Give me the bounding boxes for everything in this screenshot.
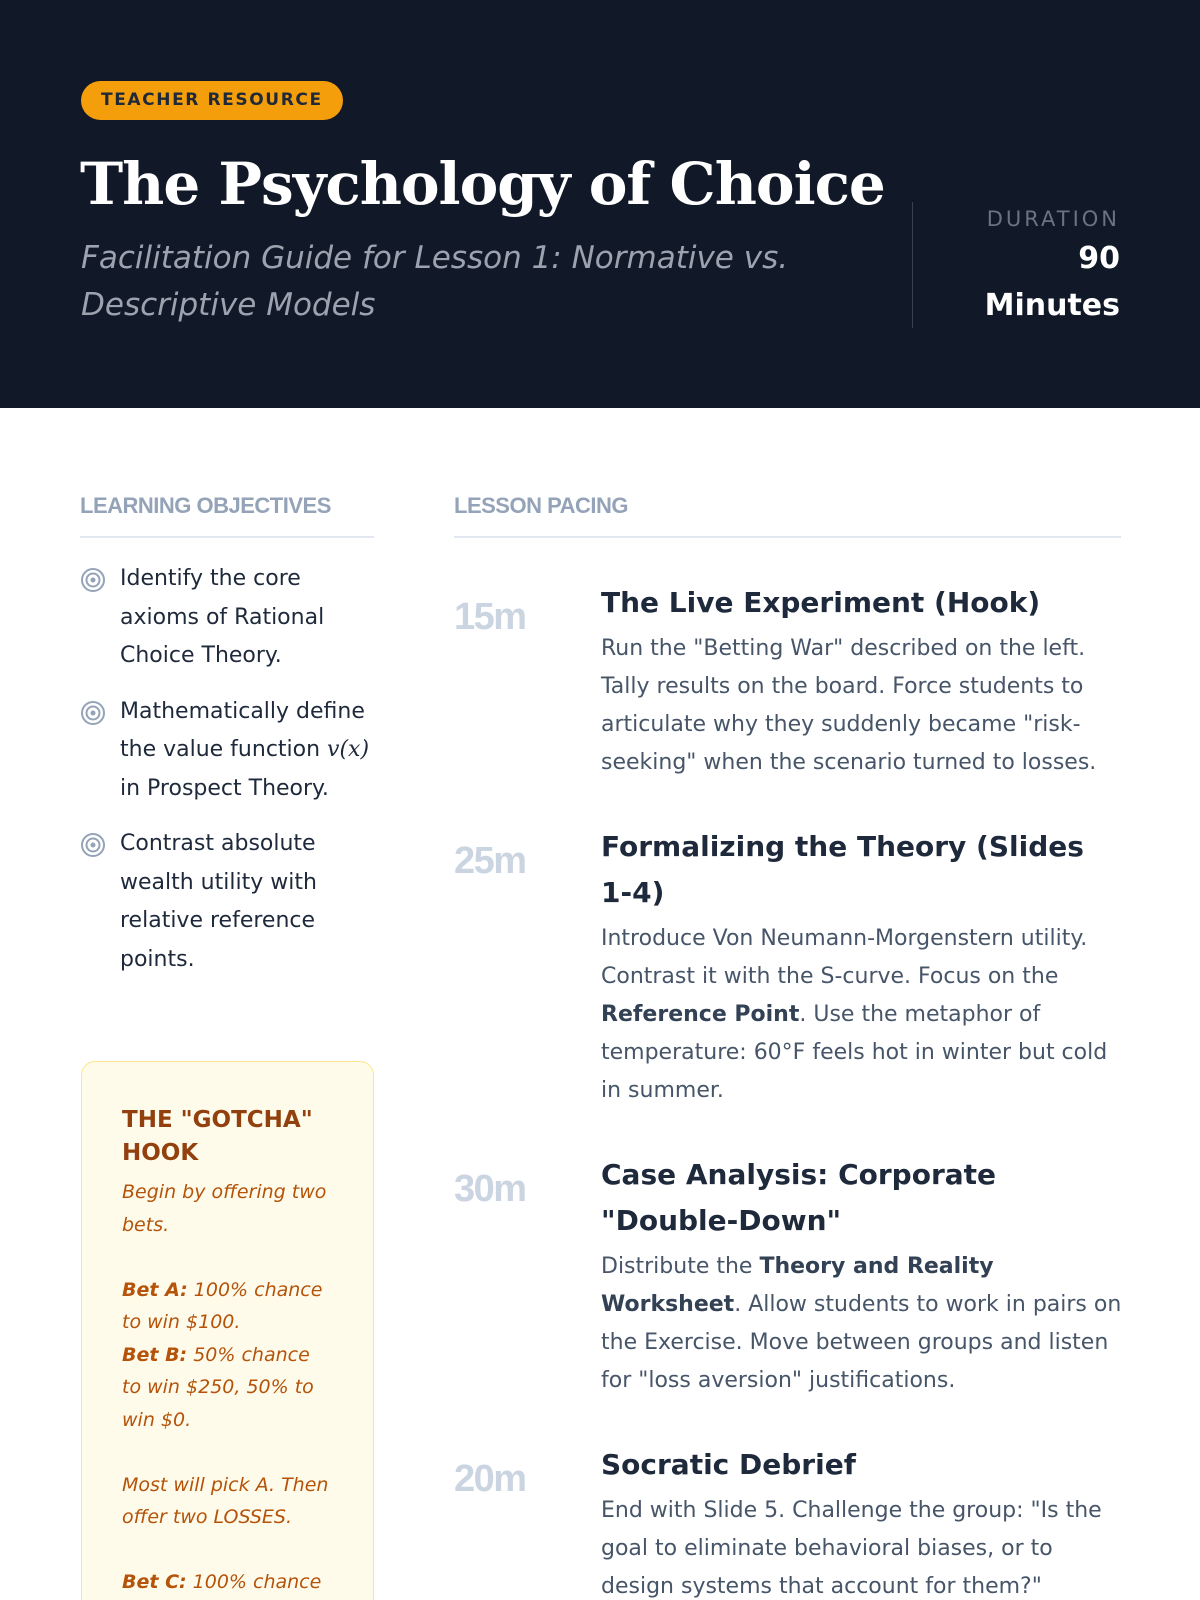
pacing-timeline <box>454 580 1124 1600</box>
pacing-item <box>454 1442 1124 1600</box>
bet-c-label: Bet C: <box>122 1571 187 1593</box>
page-title: The Psychology of Choice <box>80 150 885 218</box>
header-divider <box>912 202 913 328</box>
pacing-duration: 15m <box>454 596 526 638</box>
objective-text: Contrast absolute wealth utility with relative reference points. <box>120 831 317 972</box>
pacing-item <box>454 1152 1124 1400</box>
objective-text: Mathematically define the value function <box>120 698 365 762</box>
objectives-list <box>80 560 374 996</box>
pacing-description <box>601 920 1124 1110</box>
pacing-duration: 30m <box>454 1168 526 1210</box>
hook-followup: Most will pick A. Then offer two LOSSES. <box>122 1473 329 1528</box>
objective-item <box>80 693 374 809</box>
desc-emphasis: Reference Point <box>601 1002 800 1027</box>
duration-value: 90 Minutes <box>984 241 1120 323</box>
bet-b-label: Bet B: <box>122 1343 188 1366</box>
target-icon <box>80 700 106 726</box>
desc-emphasis: Theory and Reality Worksheet <box>601 1254 994 1317</box>
teacher-resource-badge: TEACHER RESOURCE <box>81 81 343 120</box>
pacing-description: End with Slide 5. Challenge the group: "Is the goal to eliminate behavioral biases, or to design systems that account for them?" <box>601 1498 1102 1599</box>
bet-a-text: 100% chance to win $100. <box>122 1278 323 1333</box>
hook-title: THE "GOTCHA" HOOK <box>122 1107 313 1166</box>
objective-text: Identify the core axioms of Rational Choice Theory. <box>120 566 325 668</box>
desc-text: Introduce Von Neumann-Morgenstern utility. Contrast it with the S-curve. Focus on the <box>601 926 1088 989</box>
pacing-title: Case Analysis: Corporate "Double-Down" <box>601 1158 997 1237</box>
hook-intro: Begin by offering two bets. <box>122 1181 327 1236</box>
desc-text: . Allow students to work in pairs on the Exercise. Move between groups and listen for "loss aversion" justifications. <box>601 1292 1122 1393</box>
pacing-item <box>454 824 1124 1110</box>
bet-a-label: Bet A: <box>122 1278 188 1301</box>
bet-a <box>122 1274 333 1339</box>
objective-text: in Prospect Theory. <box>120 775 329 801</box>
pacing-duration: 25m <box>454 840 526 882</box>
math-expression: v(x) <box>327 737 370 762</box>
pacing-description: Run the "Betting War" described on the left. Tally results on the board. Force students to articulate why they suddenly became "risk-seeking" when the scenario turned to losses. <box>601 636 1097 775</box>
pacing-title: Socratic Debrief <box>601 1448 856 1481</box>
learning-objectives-heading: LEARNING OBJECTIVES <box>80 493 374 538</box>
desc-text: . Use the metaphor of temperature: 60°F feels hot in winter but cold in summer. <box>601 1002 1108 1103</box>
spacer <box>122 1534 333 1567</box>
pacing-item <box>454 580 1124 782</box>
spacer <box>122 1241 333 1274</box>
page-subtitle: Facilitation Guide for Lesson 1: Normative vs. Descriptive Models <box>81 240 789 323</box>
target-icon <box>80 567 106 593</box>
pacing-duration: 20m <box>454 1458 526 1500</box>
objective-item <box>80 825 374 979</box>
header-banner <box>0 0 1200 408</box>
gotcha-hook-callout <box>81 1061 374 1600</box>
bet-c-text: 100% chance <box>186 1571 322 1593</box>
target-icon <box>80 832 106 858</box>
desc-text: Distribute the <box>601 1254 760 1279</box>
pacing-description <box>601 1248 1124 1400</box>
pacing-title: Formalizing the Theory (Slides 1-4) <box>601 830 1084 909</box>
bet-b-text: 50% chance to win $250, 50% to win $0. <box>122 1343 314 1431</box>
pacing-title: The Live Experiment (Hook) <box>601 586 1041 619</box>
objective-item <box>80 560 374 676</box>
bet-b <box>122 1339 333 1437</box>
bet-c <box>122 1566 333 1599</box>
lesson-pacing-heading: LESSON PACING <box>454 493 1121 538</box>
duration-label: DURATION <box>986 207 1120 231</box>
spacer <box>122 1436 333 1469</box>
